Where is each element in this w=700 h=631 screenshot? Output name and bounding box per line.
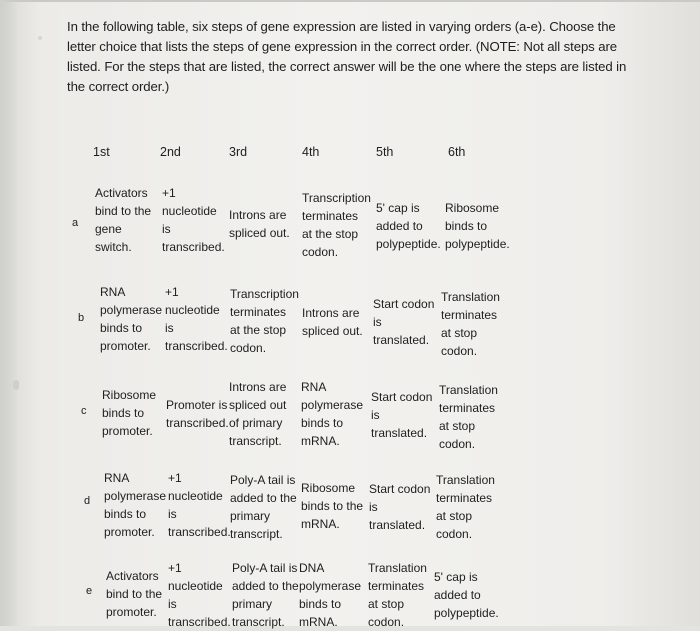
row-c-step-1: Ribosome binds to promoter. [102, 388, 157, 438]
row-b-step-3: Transcription terminates at the stop codon. [230, 287, 299, 355]
row-e-step-1: Activators bind to the promoter. [106, 569, 163, 619]
row-c-step-4: RNA polymerase binds to mRNA. [301, 380, 364, 448]
row-a-step-6: Ribosome binds to polypeptide. [445, 201, 510, 251]
header-1st: 1st [93, 145, 110, 159]
row-a-step-5: 5' cap is added to polypeptide. [376, 201, 441, 251]
row-label-a: a [72, 217, 79, 229]
question-text: In the following table, six steps of gene expression are listed in varying orders (a-e). Choose the letter choice that lists the steps of gene expression in the correct order. (NOTE: Not all steps are listed. For the steps that are listed, the correct answer will be the one where the steps are listed in the correct order.) [67, 19, 627, 94]
row-c-step-6: Translation terminates at stop codon. [439, 383, 498, 451]
row-d-step-1: RNA polymerase binds to promoter. [104, 471, 167, 539]
row-c-step-3: Introns are spliced out of primary transcript. [229, 380, 287, 448]
left-edge-shadow [0, 0, 18, 626]
page-smudge [13, 380, 19, 390]
row-e-step-4: DNA polymerase binds to mRNA. [299, 561, 362, 629]
row-d-step-6: Translation terminates at stop codon. [436, 473, 495, 541]
row-b-step-4: Introns are spliced out. [302, 306, 363, 338]
row-label-b: b [78, 312, 85, 324]
row-d-step-2: +1 nucleotide is transcribed. [168, 471, 231, 539]
row-d-step-5: Start codon is translated. [369, 482, 431, 532]
page-smudge [38, 36, 42, 40]
row-label-d: d [84, 495, 91, 507]
row-a-step-3: Introns are spliced out. [229, 208, 290, 240]
row-b-step-1: RNA polymerase binds to promoter. [100, 285, 163, 353]
row-c-step-5: Start codon is translated. [371, 390, 433, 440]
row-a-step-4: Transcription terminates at the stop codon. [302, 191, 371, 259]
header-3rd: 3rd [229, 145, 248, 159]
row-a-step-1: Activators bind to the gene switch. [95, 186, 152, 254]
top-edge-divider [0, 0, 700, 2]
row-label-c: c [81, 405, 87, 417]
row-b-step-2: +1 nucleotide is transcribed. [165, 285, 228, 353]
row-d-step-4: Ribosome binds to the mRNA. [301, 481, 364, 531]
row-b-step-6: Translation terminates at stop codon. [441, 290, 500, 358]
row-c-step-2: Promoter is transcribed. [166, 398, 229, 430]
row-e-step-6: 5' cap is added to polypeptide. [434, 570, 499, 620]
header-4th: 4th [302, 145, 320, 159]
header-6th: 6th [448, 145, 466, 159]
row-e-step-3: Poly-A tail is added to the primary transcript. [232, 561, 299, 629]
row-b-step-5: Start codon is translated. [373, 297, 435, 347]
row-d-step-3: Poly-A tail is added to the primary transcript. [230, 473, 297, 541]
row-a-step-2: +1 nucleotide is transcribed. [162, 186, 225, 254]
row-e-step-2: +1 nucleotide is transcribed. [168, 561, 231, 629]
header-5th: 5th [376, 145, 394, 159]
header-2nd: 2nd [160, 145, 181, 159]
row-e-step-5: Translation terminates at stop codon. [368, 561, 427, 629]
row-label-e: e [86, 585, 93, 597]
